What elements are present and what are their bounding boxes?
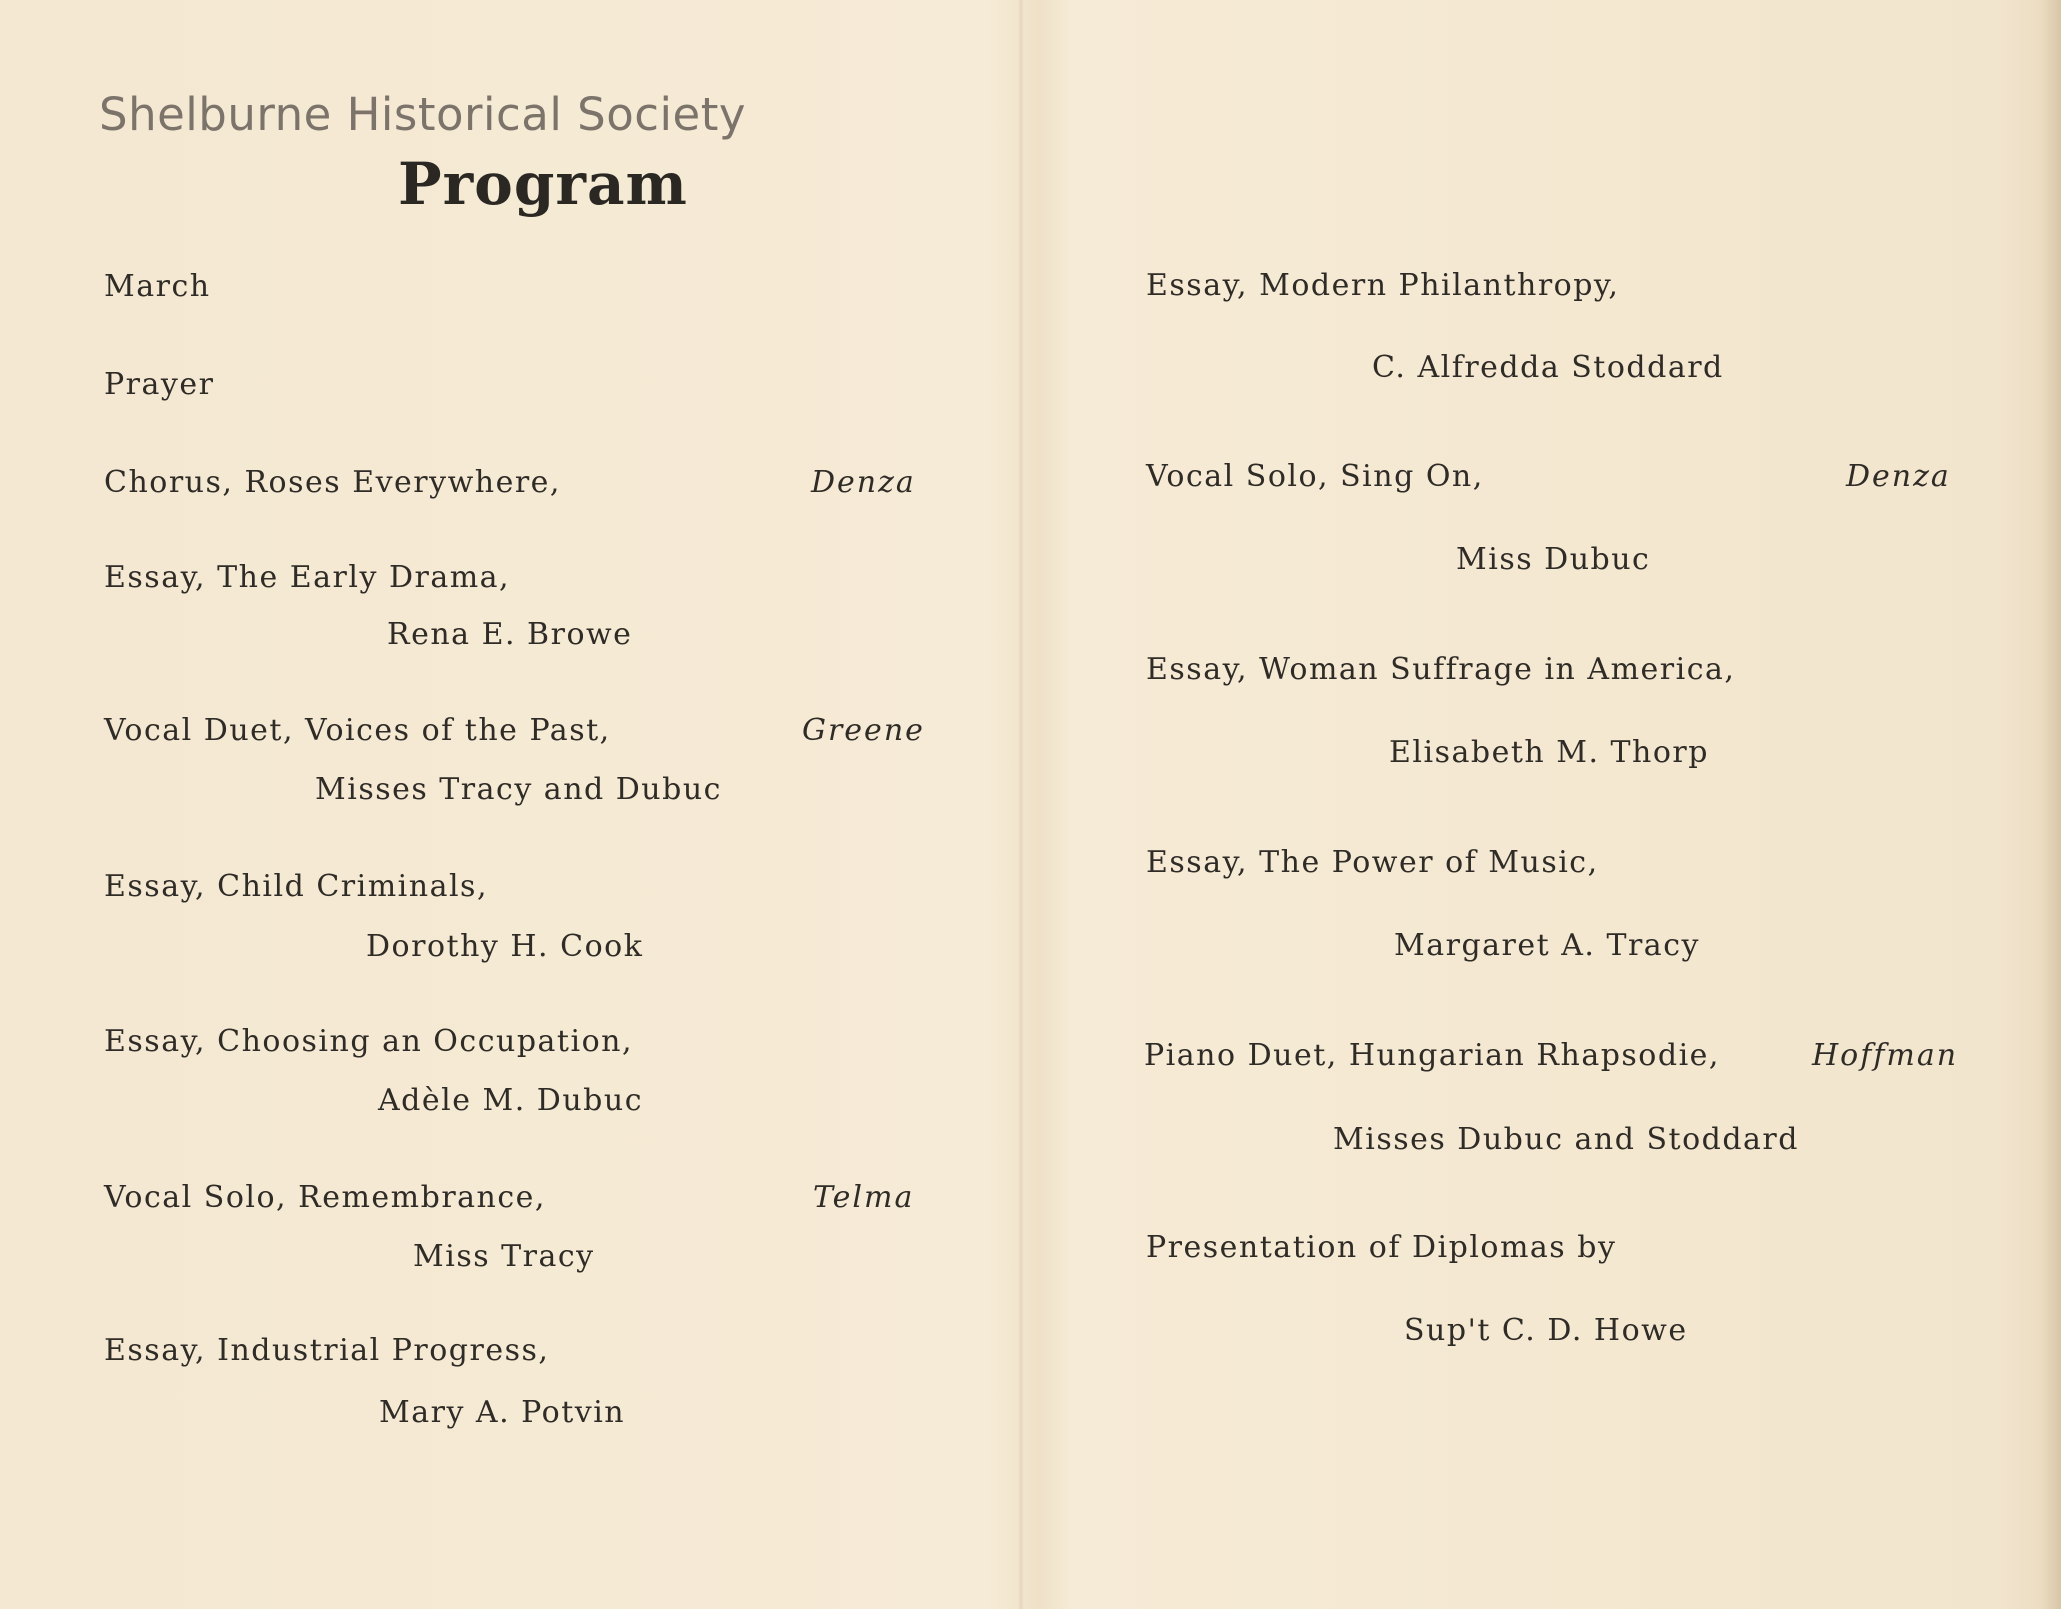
program-item-essay-early-drama: Essay, The Early Drama, (104, 560, 511, 595)
composer-denza-2: Denza (1846, 459, 1951, 494)
program-item-essay-industrial-progress: Essay, Industrial Progress, (104, 1333, 550, 1368)
composer-telma: Telma (813, 1180, 915, 1215)
performer-miss-dubuc: Miss Dubuc (1456, 542, 1651, 577)
performer-dubuc-stoddard: Misses Dubuc and Stoddard (1333, 1122, 1799, 1157)
program-item-chorus: Chorus, Roses Everywhere, (104, 465, 561, 500)
center-fold (1018, 0, 1024, 1609)
performer-alfredda-stoddard: C. Alfredda Stoddard (1372, 350, 1724, 385)
composer-greene: Greene (802, 713, 925, 748)
program-item-diplomas: Presentation of Diplomas by (1146, 1230, 1617, 1265)
program-item-vocal-solo-remembrance: Vocal Solo, Remembrance, (104, 1180, 546, 1215)
performer-mary-potvin: Mary A. Potvin (379, 1395, 626, 1430)
program-item-essay-occupation: Essay, Choosing an Occupation, (104, 1024, 633, 1059)
performer-margaret-tracy: Margaret A. Tracy (1394, 928, 1700, 963)
composer-denza: Denza (811, 465, 916, 500)
performer-adele-dubuc: Adèle M. Dubuc (378, 1083, 643, 1118)
program-item-essay-power-of-music: Essay, The Power of Music, (1146, 845, 1599, 880)
performer-elisabeth-thorp: Elisabeth M. Thorp (1389, 735, 1709, 770)
program-item-essay-woman-suffrage: Essay, Woman Suffrage in America, (1146, 652, 1736, 687)
performer-miss-tracy: Miss Tracy (413, 1239, 595, 1274)
program-item-vocal-duet: Vocal Duet, Voices of the Past, (104, 713, 611, 748)
performer-cd-howe: Sup't C. D. Howe (1404, 1313, 1688, 1348)
program-item-prayer: Prayer (104, 367, 215, 402)
performer-tracy-dubuc: Misses Tracy and Dubuc (315, 772, 722, 807)
program-item-vocal-solo-sing-on: Vocal Solo, Sing On, (1146, 459, 1484, 494)
page-title: Program (398, 150, 688, 218)
performer-dorothy-cook: Dorothy H. Cook (366, 929, 644, 964)
composer-hoffman: Hoffman (1812, 1038, 1959, 1073)
program-item-march: March (104, 269, 211, 304)
paper-edge (2040, 0, 2061, 1609)
program-item-essay-child-criminals: Essay, Child Criminals, (104, 869, 488, 904)
watermark: Shelburne Historical Society (99, 88, 746, 141)
program-item-piano-duet: Piano Duet, Hungarian Rhapsodie, (1144, 1038, 1720, 1073)
performer-rena-browe: Rena E. Browe (387, 617, 633, 652)
program-item-essay-philanthropy: Essay, Modern Philanthropy, (1146, 268, 1620, 303)
